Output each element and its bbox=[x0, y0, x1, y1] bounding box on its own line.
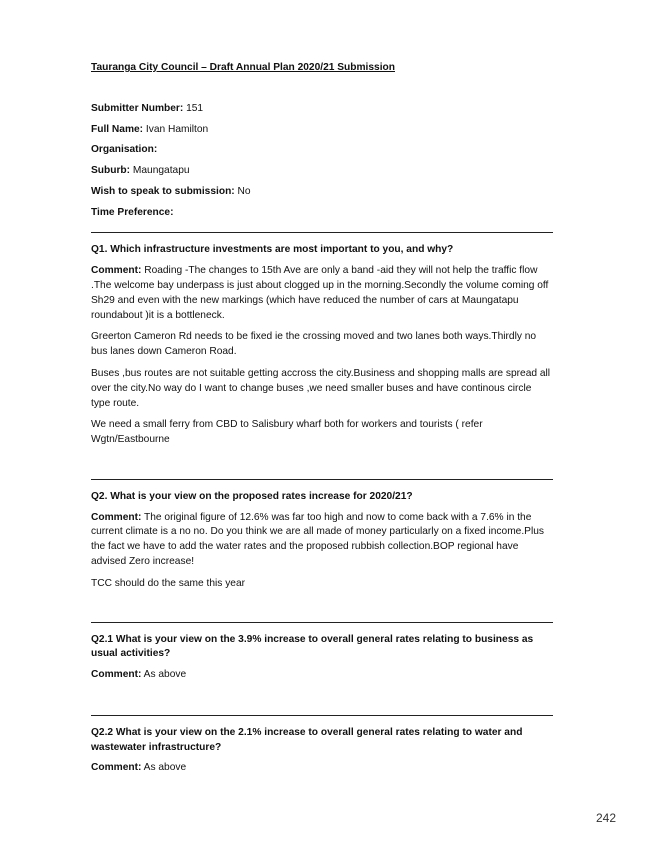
comment-label: Comment: bbox=[91, 669, 142, 681]
field-value: No bbox=[234, 185, 251, 197]
comment-q2 bbox=[91, 511, 553, 570]
question-q2: Q2. What is your view on the proposed rates increase for 2020/21? bbox=[91, 490, 413, 502]
field-value: 151 bbox=[183, 102, 204, 114]
comment-paragraph: Greerton Cameron Rd needs to be fixed ie the crossing moved and two lanes both ways.Thirdly no bus lanes down Cameron Road. bbox=[91, 331, 537, 358]
field-label: Wish to speak to submission: bbox=[91, 185, 235, 197]
comment-paragraph: We need a small ferry from CBD to Salisbury wharf both for workers and tourists ( refer Wgtn/Eastbourne bbox=[91, 419, 483, 446]
comment-label: Comment: bbox=[91, 511, 142, 523]
question-q2-2: Q2.2 What is your view on the 2.1% increase to overall general rates relating to water and wastewater infrastructure? bbox=[91, 726, 523, 753]
field-organisation bbox=[91, 143, 553, 158]
section-divider bbox=[91, 232, 553, 233]
field-time-preference bbox=[91, 206, 553, 221]
field-label: Time Preference: bbox=[91, 206, 174, 218]
comment-text: Roading -The changes to 15th Ave are only a band -aid they will not help the traffic flow .The welcome bay underpass is just about clogged up in the morning.Secondly the volume coming off Sh29 and even with the new markings (which have reduced the number of cars at Maungatapu roundabout )it is a bottleneck. bbox=[91, 265, 549, 321]
comment-paragraph: TCC should do the same this year bbox=[91, 577, 246, 589]
field-suburb bbox=[91, 164, 553, 179]
document-title: Tauranga City Council – Draft Annual Plan 2020/21 Submission bbox=[91, 62, 395, 73]
question-q1: Q1. Which infrastructure investments are most important to you, and why? bbox=[91, 244, 454, 256]
comment-text: As above bbox=[141, 669, 187, 681]
document-content bbox=[91, 61, 553, 783]
field-label: Submitter Number: bbox=[91, 102, 184, 114]
comment-text: The original figure of 12.6% was far too high and now to come back with a 7.6% in the current climate is a no no. Do you think we are all made of money particularly on a fixed income.Plus the fact we have to add the water rates and the proposed rubbish collection.BOP regional have advised Zero increase! bbox=[91, 511, 544, 567]
field-full-name bbox=[91, 123, 553, 138]
field-label: Organisation: bbox=[91, 144, 158, 156]
comment-q2-1 bbox=[91, 668, 553, 683]
section-divider bbox=[91, 715, 553, 716]
page-number: 242 bbox=[595, 811, 616, 825]
section-divider bbox=[91, 479, 553, 480]
field-value: Maungatapu bbox=[130, 165, 190, 177]
field-wish-to-speak bbox=[91, 185, 553, 200]
comment-paragraph: Buses ,bus routes are not suitable getting accross the city.Business and shopping malls are spread all over the city.No way do I want to change buses ,we need smaller buses and have continous circle type route. bbox=[91, 367, 551, 409]
comment-q1 bbox=[91, 264, 553, 323]
field-label: Full Name: bbox=[91, 123, 144, 135]
section-divider bbox=[91, 622, 553, 623]
comment-label: Comment: bbox=[91, 762, 142, 774]
comment-q2-2 bbox=[91, 761, 553, 776]
field-submitter-number bbox=[91, 102, 553, 117]
submitter-details bbox=[91, 102, 553, 221]
comment-text: As above bbox=[141, 762, 187, 774]
question-q2-1: Q2.1 What is your view on the 3.9% increase to overall general rates relating to business as usual activities? bbox=[91, 633, 534, 660]
field-label: Suburb: bbox=[91, 165, 131, 177]
comment-label: Comment: bbox=[91, 265, 142, 277]
field-value: Ivan Hamilton bbox=[143, 123, 209, 135]
